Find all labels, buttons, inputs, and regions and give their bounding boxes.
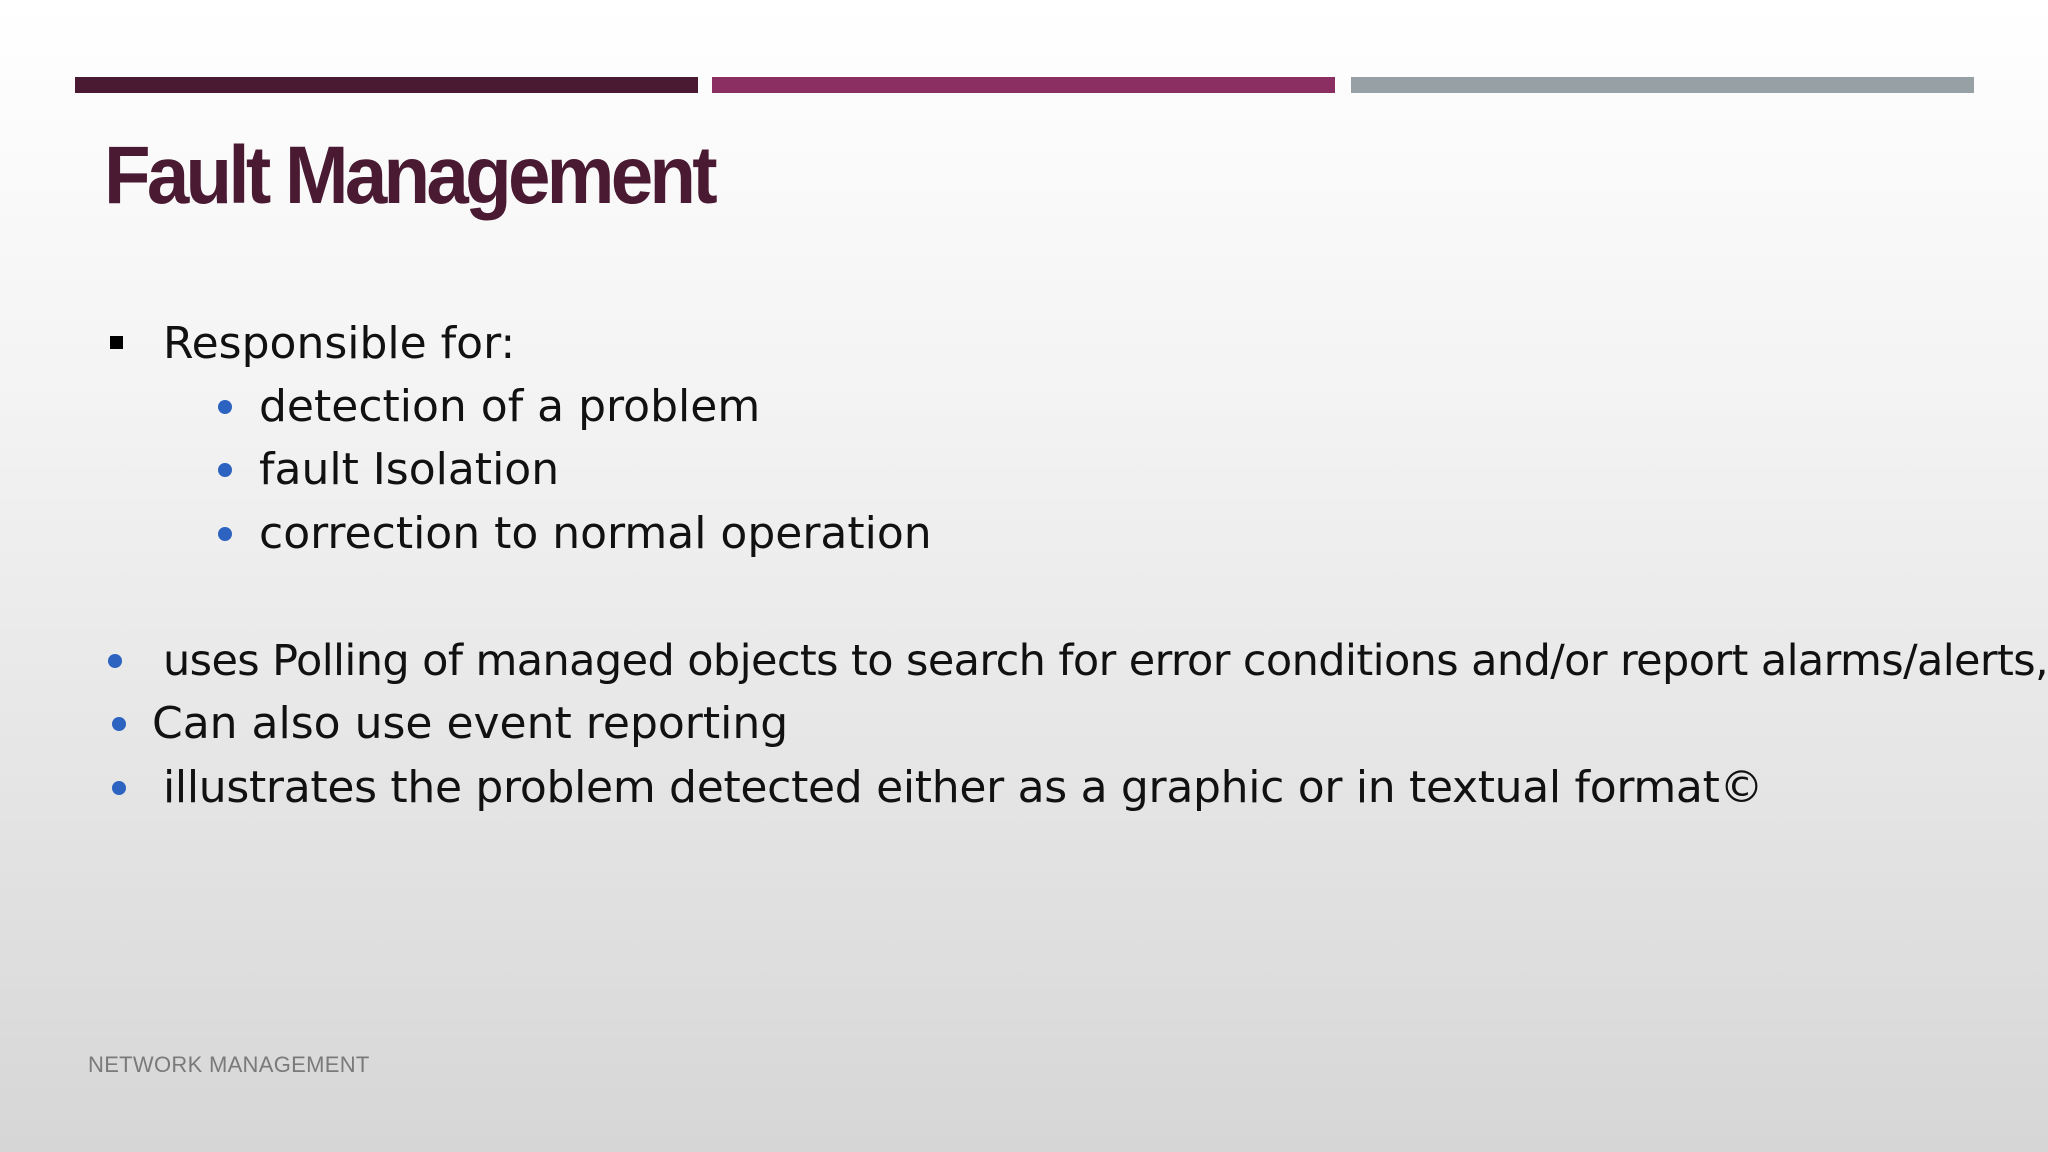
sub-bullet-text: detection of a problem — [259, 381, 761, 432]
square-bullet-icon — [110, 336, 123, 349]
main-bullet-text: Responsible for: — [163, 318, 516, 369]
dot-bullet-icon — [112, 781, 126, 795]
accent-bar-dark — [75, 77, 698, 93]
dot-bullet-icon — [218, 400, 232, 414]
accent-bar-magenta — [712, 77, 1335, 93]
dot-bullet-icon — [218, 463, 232, 477]
sub-bullet-text: correction to normal operation — [259, 508, 932, 559]
accent-bar-gray — [1351, 77, 1974, 93]
bullet-text: illustrates the problem detected either as a graphic or in textual format© — [163, 762, 1764, 813]
dot-bullet-icon — [112, 717, 126, 731]
dot-bullet-icon — [218, 527, 232, 541]
bullet-text: uses Polling of managed objects to search for error conditions and/or report alarms/alerts, — [163, 636, 2048, 686]
slide-footer: NETWORK MANAGEMENT — [88, 1052, 370, 1077]
slide-title: Fault Management — [104, 130, 714, 221]
dot-bullet-icon — [108, 654, 122, 668]
sub-bullet-text: fault Isolation — [259, 444, 560, 495]
bullet-text: Can also use event reporting — [152, 698, 789, 749]
